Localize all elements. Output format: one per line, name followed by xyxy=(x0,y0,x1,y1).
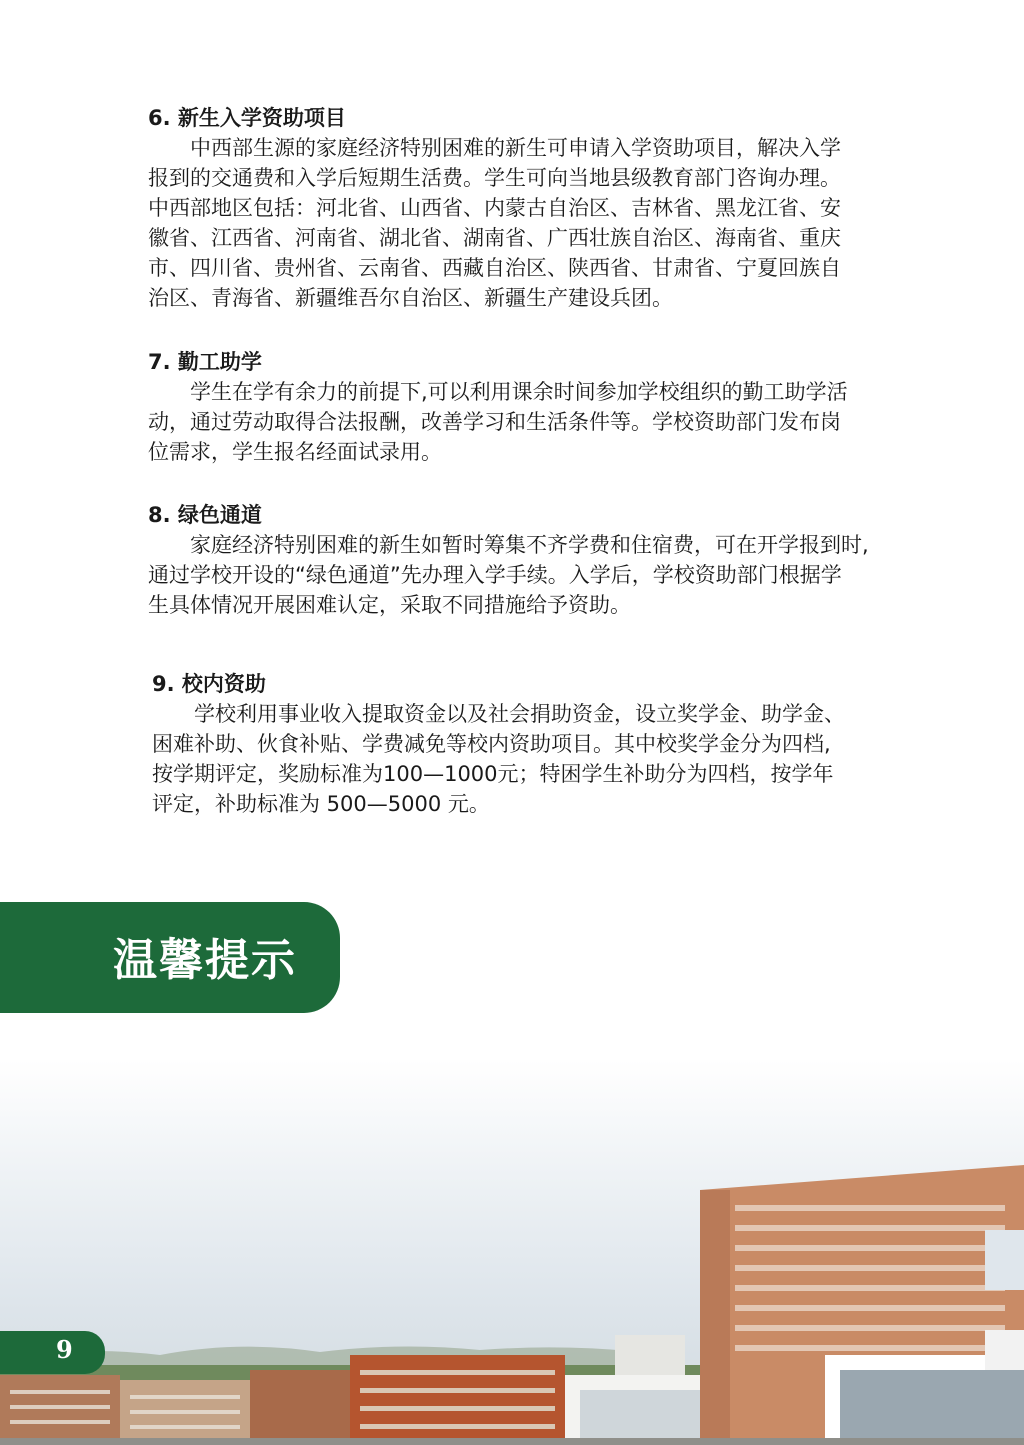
body-line: 中西部生源的家庭经济特别困难的新生可申请入学资助项目，解决入学 xyxy=(148,136,841,160)
body-line: 治区、青海省、新疆维吾尔自治区、新疆生产建设兵团。 xyxy=(148,286,673,310)
section-body xyxy=(148,377,998,467)
page-number-badge xyxy=(0,1331,105,1374)
body-line: 市、四川省、贵州省、云南省、西藏自治区、陕西省、甘肃省、宁夏回族自 xyxy=(148,256,841,280)
page-number: 9 xyxy=(56,1335,73,1364)
section-title: 6. 新生入学资助项目 xyxy=(148,106,346,130)
section-campus-aid xyxy=(152,669,972,819)
section-green-channel xyxy=(148,500,998,620)
section-body xyxy=(148,133,998,313)
campus-photo xyxy=(0,1060,1024,1445)
body-line: 动，通过劳动取得合法报酬，改善学习和生活条件等。学校资助部门发布岗 xyxy=(148,410,841,434)
section-title: 9. 校内资助 xyxy=(152,672,266,696)
body-line: 学校利用事业收入提取资金以及社会捐助资金，设立奖学金、助学金、 xyxy=(152,702,845,726)
section-body xyxy=(152,699,972,819)
body-line: 通过学校开设的“绿色通道”先办理入学手续。入学后，学校资助部门根据学 xyxy=(148,563,842,587)
tip-banner-label: 温馨提示 xyxy=(113,935,297,986)
body-line: 家庭经济特别困难的新生如暂时筹集不齐学费和住宿费，可在开学报到时, xyxy=(148,533,869,557)
section-title: 7. 勤工助学 xyxy=(148,350,262,374)
section-work-study xyxy=(148,347,998,467)
section-body xyxy=(148,530,998,620)
body-line: 学生在学有余力的前提下,可以利用课余时间参加学校组织的勤工助学活 xyxy=(148,380,848,404)
body-line: 按学期评定，奖励标准为100—1000元；特困学生补助分为四档，按学年 xyxy=(152,762,834,786)
body-line: 生具体情况开展困难认定，采取不同措施给予资助。 xyxy=(148,593,631,617)
body-line: 中西部地区包括：河北省、山西省、内蒙古自治区、吉林省、黑龙江省、安 xyxy=(148,196,841,220)
section-title: 8. 绿色通道 xyxy=(148,503,262,527)
body-line: 徽省、江西省、河南省、湖北省、湖南省、广西壮族自治区、海南省、重庆 xyxy=(148,226,841,250)
body-line: 评定，补助标准为 500—5000 元。 xyxy=(152,792,490,816)
campus-buildings-illustration xyxy=(0,1060,1024,1445)
section-new-student-aid xyxy=(148,103,998,313)
body-line: 困难补助、伙食补贴、学费减免等校内资助项目。其中校奖学金分为四档, xyxy=(152,732,831,756)
body-line: 报到的交通费和入学后短期生活费。学生可向当地县级教育部门咨询办理。 xyxy=(148,166,841,190)
body-line: 位需求，学生报名经面试录用。 xyxy=(148,440,442,464)
